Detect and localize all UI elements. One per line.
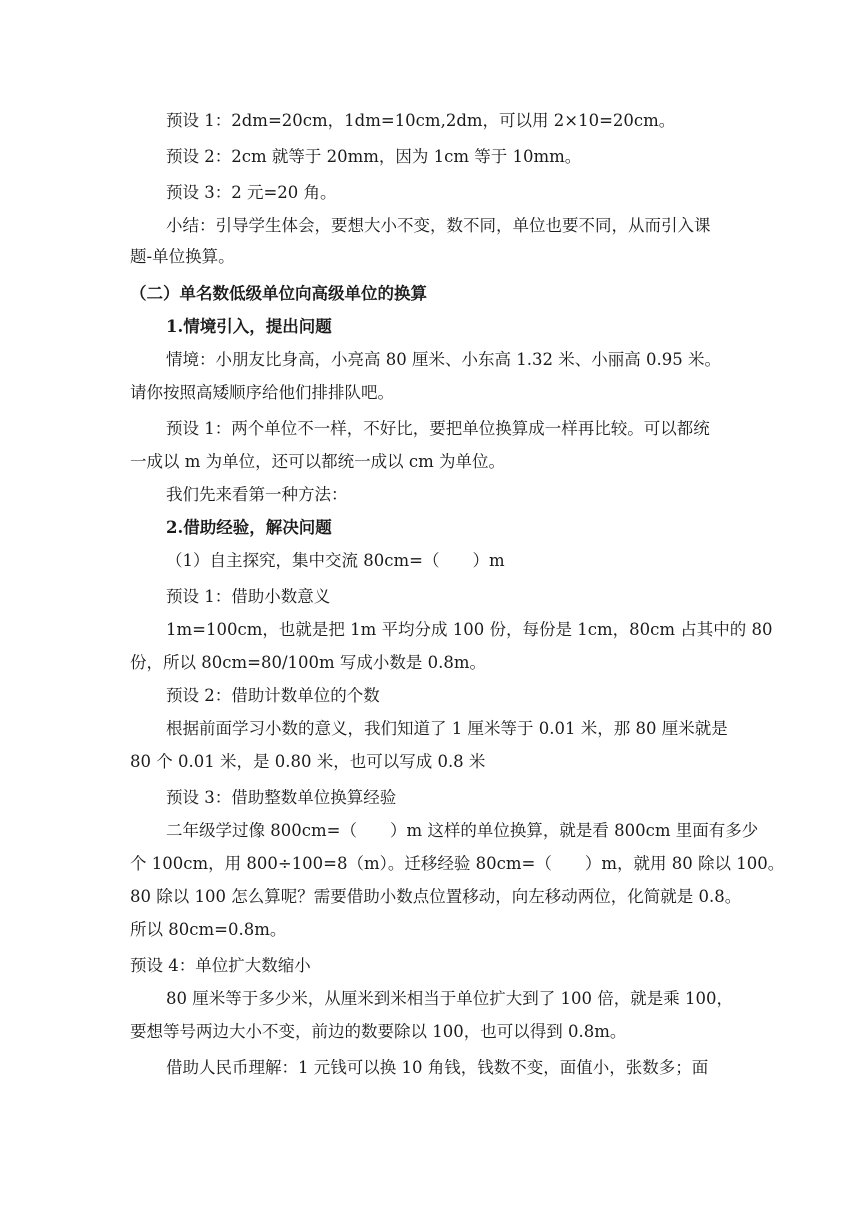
- line-1m-100cm-cont: 份，所以 80cm=80/100m 写成小数是 0.8m。: [130, 653, 487, 672]
- line-1m-100cm: 1m=100cm，也就是把 1m 平均分成 100 份，每份是 1cm，80cm 占其中的 80: [166, 620, 773, 639]
- section-heading: （二）单名数低级单位向高级单位的换算: [130, 284, 427, 303]
- line-preset2-cm: 预设 2：2cm 就等于 20mm，因为 1cm 等于 10mm。: [166, 147, 582, 166]
- line-rmb: 借助人民币理解：1 元钱可以换 10 角钱，钱数不变，面值小，张数多；面: [166, 1058, 709, 1077]
- line-scenario: 情境：小朋友比身高，小亮高 80 厘米、小东高 1.32 米、小丽高 0.95 米。: [166, 350, 721, 369]
- line-summary: 小结：引导学生体会，要想大小不变，数不同，单位也要不同，从而引入课: [166, 216, 711, 235]
- line-preset3-yuan: 预设 3：2 元=20 角。: [166, 183, 337, 202]
- line-preset1-units: 预设 1：两个单位不一样，不好比，要把单位换算成一样再比较。可以都统: [166, 419, 710, 438]
- line-preset2-count: 预设 2：借助计数单位的个数: [166, 686, 380, 705]
- line-decimal-meaning: 根据前面学习小数的意义，我们知道了 1 厘米等于 0.01 米，那 80 厘米就是: [166, 719, 728, 738]
- line-scenario-cont: 请你按照高矮顺序给他们排排队吧。: [130, 383, 394, 402]
- line-grade2-cont1: 个 100cm，用 800÷100=8（m）。迁移经验 80cm=（ ）m，就用 80 除以 100。: [130, 854, 785, 873]
- line-80cm-cont: 要想等号两边大小不变，前边的数要除以 100，也可以得到 0.8m。: [130, 1022, 627, 1041]
- line-preset4: 预设 4：单位扩大数缩小: [130, 956, 311, 975]
- line-first-method: 我们先来看第一种方法：: [166, 485, 348, 504]
- line-preset1-units-cont: 一成以 m 为单位，还可以都统一成以 cm 为单位。: [130, 452, 506, 471]
- line-grade2-cont3: 所以 80cm=0.8m。: [130, 920, 287, 939]
- line-grade2-cont2: 80 除以 100 怎么算呢？需要借助小数点位置移动，向左移动两位，化简就是 0.8。: [130, 887, 742, 906]
- line-grade2: 二年级学过像 800cm=（ ）m 这样的单位换算，就是看 800cm 里面有多少: [166, 821, 759, 840]
- line-decimal-meaning-cont: 80 个 0.01 米，是 0.80 米，也可以写成 0.8 米: [130, 752, 486, 771]
- line-preset3-integer: 预设 3：借助整数单位换算经验: [166, 788, 397, 807]
- line-explore: （1）自主探究，集中交流 80cm=（ ）m: [166, 551, 505, 570]
- subheading-1: 1.情境引入，提出问题: [166, 317, 332, 336]
- line-summary-cont: 题-单位换算。: [130, 247, 235, 266]
- line-preset1-decimal: 预设 1：借助小数意义: [166, 587, 331, 606]
- line-80cm: 80 厘米等于多少米，从厘米到米相当于单位扩大到了 100 倍，就是乘 100，: [166, 989, 733, 1008]
- line-preset1-dm: 预设 1：2dm=20cm，1dm=10cm,2dm，可以用 2×10=20cm。: [166, 111, 676, 130]
- subheading-2: 2.借助经验，解决问题: [166, 518, 332, 537]
